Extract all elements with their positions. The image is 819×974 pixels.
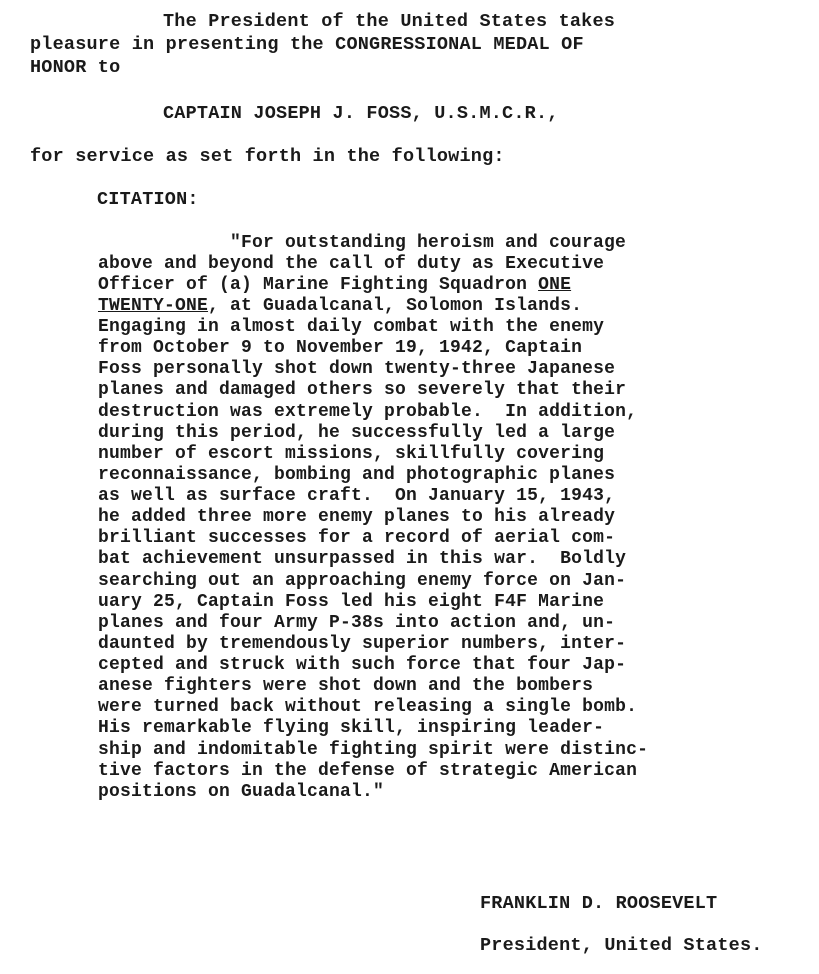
citation-line: planes and damaged others so severely that their bbox=[98, 380, 627, 400]
citation-text: Officer of (a) Marine Fighting Squadron bbox=[98, 275, 539, 295]
citation-line: positions on Guadalcanal." bbox=[98, 782, 385, 802]
citation-line: Engaging in almost daily combat with the enemy bbox=[98, 317, 605, 337]
citation-line: searching out an approaching enemy force on Jan- bbox=[98, 571, 627, 591]
citation-line: ship and indomitable fighting spirit were distinc- bbox=[98, 740, 649, 760]
citation-text: , at Guadalcanal, Solomon Islands. bbox=[208, 296, 583, 316]
recipient-name: CAPTAIN JOSEPH J. FOSS, U.S.M.C.R., bbox=[163, 103, 559, 124]
citation-line: were turned back without releasing a single bomb. bbox=[98, 697, 638, 717]
signature-name: FRANKLIN D. ROOSEVELT bbox=[480, 893, 718, 914]
citation-line: during this period, he successfully led a large bbox=[98, 423, 616, 443]
citation-line: anese fighters were shot down and the bombers bbox=[98, 676, 594, 696]
citation-line: as well as surface craft. On January 15, 1943, bbox=[98, 486, 616, 506]
citation-line: number of escort missions, skillfully covering bbox=[98, 444, 605, 464]
citation-line: uary 25, Captain Foss led his eight F4F Marine bbox=[98, 592, 605, 612]
signature-title: President, United States. bbox=[480, 935, 763, 956]
citation-line: daunted by tremendously superior numbers, inter- bbox=[98, 634, 627, 654]
squadron-number-underlined: ONE bbox=[538, 275, 572, 295]
citation-line: "For outstanding heroism and courage bbox=[230, 233, 627, 253]
citation-line: cepted and struck with such force that four Jap- bbox=[98, 655, 627, 675]
citation-line: planes and four Army P-38s into action and, un- bbox=[98, 613, 616, 633]
citation-line: tive factors in the defense of strategic American bbox=[98, 761, 638, 781]
header-line-3: HONOR to bbox=[30, 57, 121, 78]
citation-label: CITATION: bbox=[97, 189, 199, 210]
citation-line: His remarkable flying skill, inspiring leader- bbox=[98, 718, 605, 738]
citation-line: he added three more enemy planes to his already bbox=[98, 507, 616, 527]
header-line-1: The President of the United States takes bbox=[163, 11, 616, 32]
service-line: for service as set forth in the following: bbox=[30, 146, 505, 167]
citation-line bbox=[98, 275, 571, 296]
citation-line bbox=[98, 296, 582, 317]
citation-line: Foss personally shot down twenty-three Japanese bbox=[98, 359, 616, 379]
squadron-number-underlined: TWENTY-ONE bbox=[98, 296, 209, 316]
header-line-2: pleasure in presenting the CONGRESSIONAL MEDAL OF bbox=[30, 34, 584, 55]
citation-line: bat achievement unsurpassed in this war. Boldly bbox=[98, 549, 627, 569]
citation-line: above and beyond the call of duty as Executive bbox=[98, 254, 605, 274]
citation-line: brilliant successes for a record of aerial com- bbox=[98, 528, 616, 548]
citation-line: reconnaissance, bombing and photographic planes bbox=[98, 465, 616, 485]
citation-line: destruction was extremely probable. In addition, bbox=[98, 402, 638, 422]
citation-line: from October 9 to November 19, 1942, Captain bbox=[98, 338, 583, 358]
